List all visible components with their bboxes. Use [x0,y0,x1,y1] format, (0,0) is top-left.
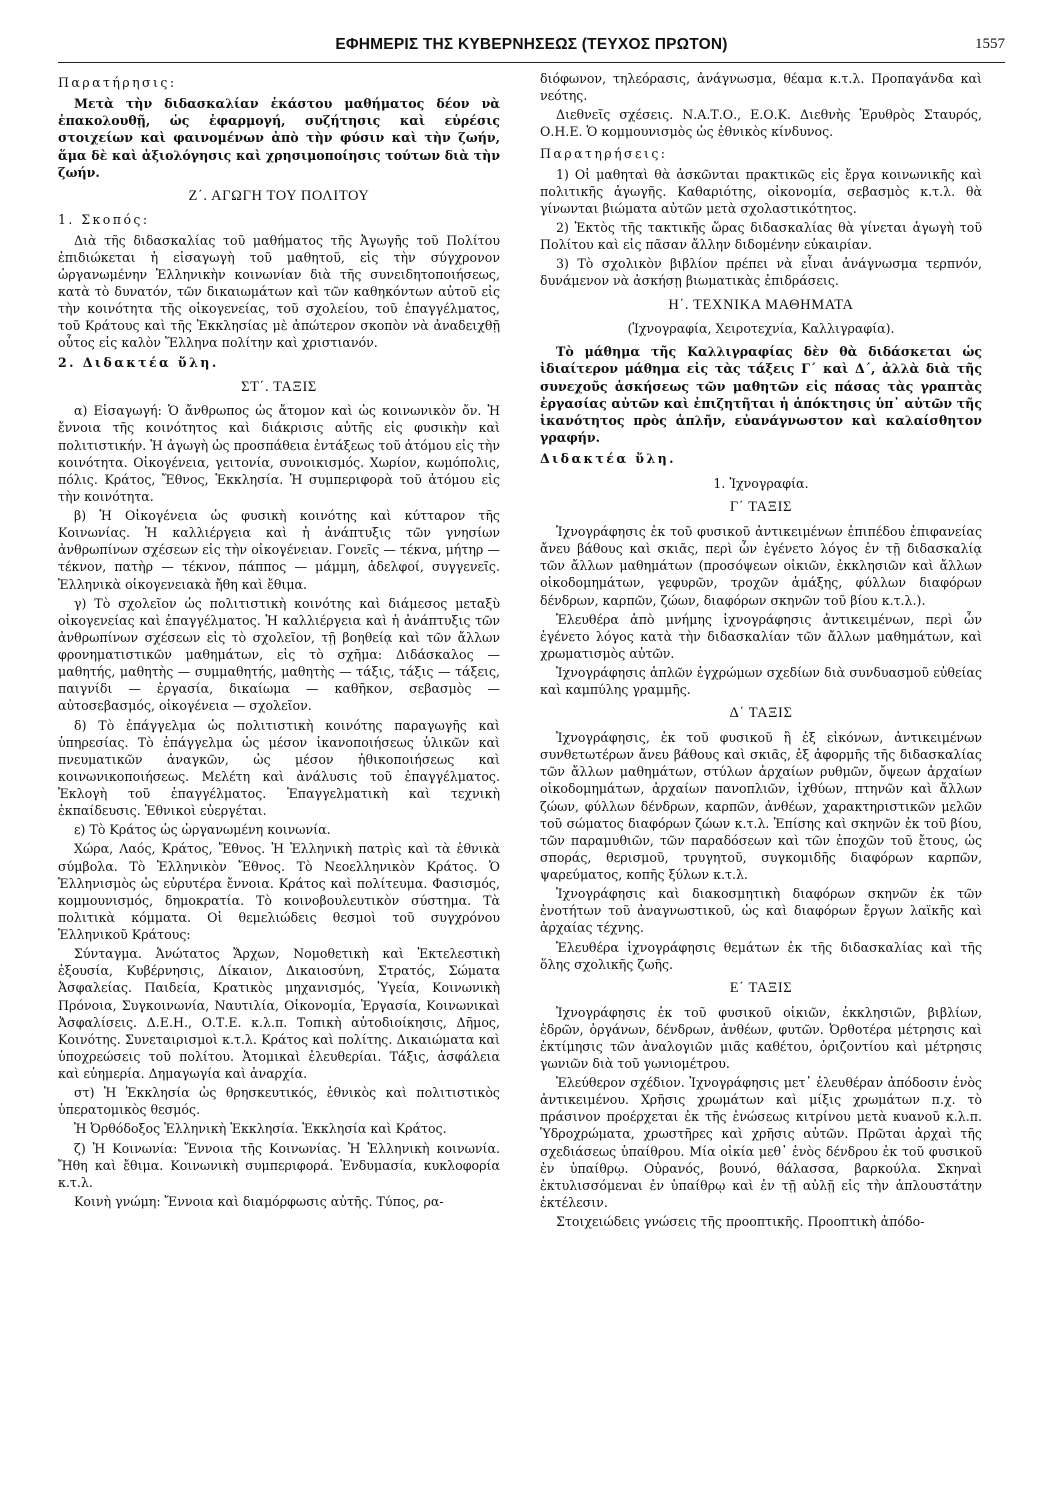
class-d-heading: Δ΄ ΤΑΞΙΣ [729,705,793,722]
item-b-family: β) Ἡ Οἰκογένεια ὡς φυσικὴ κοινότης καὶ κύτταρον τῆς Κοινωνίας. Ἡ καλλιέργεια καὶ ἡ ἀνάπτυξις τῶν γνησίων ἀνθρωπίνων σχέσεων εἰς τὴν οἰκογένειαν. Γονεῖς — τέκνα, μήτηρ — τέκνον, πατὴρ — τέκνον, πάππος — μάμμη, ἀδελφοί, συγγενεῖς. Ἑλληνικὰ οἰκογενειακὰ ἤθη καὶ ἔθιμα. [58,508,500,592]
item-e-state: ε) Τὸ Κράτος ὡς ὠργανωμένη κοινωνία. [74,822,331,838]
page-header [58,34,1005,58]
class-st-heading: ΣΤ΄. ΤΑΞΙΣ [241,378,317,395]
skopos-text: Διὰ τῆς διδασκαλίας τοῦ μαθήματος τῆς Ἀγωγῆς τοῦ Πολίτου ἐπιδιώκεται ἡ εἰσαγωγὴ τοῦ μαθητοῦ, εἰς τὴν σύγχρονον ὠργανωμένην Ἑλληνικὴν κοινωνίαν διὰ τῆς συνειδητοποιήσεως, κατὰ τὸ δυνατόν, τῶν δικαιωμάτων καὶ τῶν καθηκόντων αὐτοῦ εἰς τὴν κοινότητα τῆς οἰκογενείας, τοῦ σχολείου, τοῦ ἐπαγγέλματος, τοῦ Κράτους καὶ τῆς Ἐκκλησίας μὲ ἀπώτερον σκοπὸν νὰ ἀναδειχθῇ οὗτος εἰς καλὸν Ἕλληνα πολίτην καὶ χριστιανόν. [58,232,500,351]
section-h-subtitle: (Ἰχνογραφία, Χειροτεχνία, Καλλιγραφία). [627,321,895,337]
item-st-paragraph: Ἡ Ὀρθόδοξος Ἑλληνικὴ Ἐκκλησία. Ἐκκλησία καὶ Κράτος. [74,1121,447,1137]
class-g-heading: Γ΄ ΤΑΞΙΣ [729,499,793,516]
left-column [58,70,500,1480]
class-g-paragraph-1: Ἰχνογράφησις ἐκ τοῦ φυσικοῦ ἀντικειμένων ἐπιπέδου ἐπιφανείας ἄνευ βάθους καὶ σκιᾶς, περὶ ὧν ἐγένετο λόγος ἐν τῇ διδασκαλίᾳ τῶν ἄλλων μαθημάτων (προσόψεων οἰκιῶν, ἐκκλησιῶν καὶ ἄλλων οἰκοδομημάτων, γεφυρῶν, τροχῶν ἁμάξης, φύλλων διαφόρων δένδρων, καρπῶν, ζώων, διαφόρων σκηνῶν τοῦ βίου κ.τ.λ.). [540,524,982,608]
remark-2: 2) Ἐκτὸς τῆς τακτικῆς ὥρας διδασκαλίας θὰ γίνεται ἀγωγὴ τοῦ Πολίτου καὶ εἰς πᾶσαν ἄλλην διδομένην εὐκαιρίαν. [540,220,982,253]
gazette-title: ΕΦΗΜΕΡΙΣ ΤΗΣ ΚΥΒΕΡΝΗΣΕΩΣ (ΤΕΥΧΟΣ ΠΡΩΤΟΝ) [335,36,728,53]
calligraphy-text: Τὸ μάθημα τῆς Καλλιγραφίας δὲν θὰ διδάσκεται ὡς ἰδιαίτερον μάθημα εἰς τὰς τάξεις Γ΄ καὶ Δ΄, ἀλλὰ διὰ τῆς συνεχοῦς ἀσκήσεως τῶν μαθητῶν εἰς πάσας τὰς γραπτὰς ἐργασίας αὐτῶν καὶ ἐπιζητῆται ἡ ἀπόκτησις ὑπ᾽ αὐτῶν τῆς ἱκανότητος πρὸς ἁπλῆν, εὐανάγνωστον καὶ καλαίσθητον γραφήν. [540,344,982,445]
drawing-label: 1. Ἰχνογραφία. [713,476,809,492]
remark-1: 1) Οἱ μαθηταὶ θὰ ἀσκῶνται πρακτικῶς εἰς ἔργα κοινωνικῆς καὶ πολιτικῆς ἀγωγῆς. Καθαριότης, οἰκονομία, σεβασμὸς κ.τ.λ. θὰ γίνωνται βιώματα αὐτῶν μετὰ σχολαστικότητος. [540,166,982,216]
section-z-heading: Ζ΄. ΑΓΩΓΗ ΤΟΥ ΠΟΛΙΤΟΥ [188,187,370,204]
right-column [540,70,982,1480]
remark-text: Μετὰ τὴν διδασκαλίαν ἑκάστου μαθήματος δέον νὰ ἐπακολουθῇ, ὡς ἐφαρμογή, συζήτησις καὶ εὑρέσις στοιχείων καὶ φαινομένων ἀπὸ τὴν φύσιν καὶ τὴν ζωήν, ἅμα δὲ καὶ ἀξιολόγησις καὶ χρησιμοποίησις τούτων διὰ τὴν ζωήν. [58,96,500,180]
continued-text: διόφωνον, τηλεόρασις, ἀνάγνωσμα, θέαμα κ.τ.λ. Προπαγάνδα καὶ νεότης. [540,71,982,104]
remark-label: Παρατήρησις: [58,75,177,90]
class-d-paragraph-3: Ἐλευθέρα ἰχνογράφησις θεμάτων ἐκ τῆς διδασκαλίας καὶ τῆς ὅλης σχολικῆς ζωῆς. [540,939,982,972]
skopos-label: 1. Σκοπός: [58,212,150,228]
class-g-paragraph-3: Ἰχνογράφησις ἁπλῶν ἐγχρώμων σχεδίων διὰ συνδυασμοῦ εὐθείας καὶ καμπύλης γραμμῆς. [540,665,982,698]
item-c-school: γ) Τὸ σχολεῖον ὡς πολιτιστικὴ κοινότης καὶ διάμεσος μεταξὺ οἰκογενείας καὶ ἐπαγγέλματος. Ἡ καλλιέργεια καὶ ἡ ἀνάπτυξις τῶν ἀνθρωπίνων σχέσεων εἰς τὸ σχολεῖον, τῇ βοηθείᾳ καὶ τῶν ἄλλων φρονηματιστικῶν μαθημάτων, εἰς τὸ σχῆμα: Διδάσκαλος — μαθητής, μαθητὴς — συμμαθητής, μαθητὴς — τάξις, τάξις — τάξεις, παιγνίδι — ἐργασία, δικαίωμα — καθῆκον, σεβασμὸς — αὐτοσεβασμός, οἰκογένεια — σχολεῖον. [58,595,500,714]
item-e-paragraph-2: Σύνταγμα. Ἀνώτατος Ἄρχων, Νομοθετικὴ καὶ Ἐκτελεστικὴ ἐξουσία, Κυβέρνησις, Δίκαιον, Δικαιοσύνη, Στρατός, Σώματα Ἀσφαλείας. Παιδεία, Κρατικὸς μηχανισμός, Ὑγεία, Κοινωνικὴ Πρόνοια, Συγκοινωνία, Ναυτιλία, Οἰκονομία, Ἐργασία, Κοινωνικαὶ Ἀσφαλίσεις. Δ.Ε.Η., Ο.Τ.Ε. κ.λ.π. Τοπικὴ αὐτοδιοίκησις, Δῆμος, Κοινότης. Συνεταιρισμοὶ κ.τ.λ. Κράτος καὶ πολίτης. Δικαιώματα καὶ ὑποχρεώσεις τοῦ πολίτου. Ἀτομικαὶ ἐλευθερίαι. Τάξις, ἀσφάλεια καὶ εὐημερία. Δημαγωγία καὶ ἀναρχία. [58,946,500,1082]
class-d-paragraph-1: Ἰχνογράφησις, ἐκ τοῦ φυσικοῦ ἢ ἐξ εἰκόνων, ἀντικειμένων συνθετωτέρων ἄνευ βάθους καὶ σκιᾶς, ἐξ ἀφορμῆς τῆς διδασκαλίας τῶν ἄλλων μαθημάτων, στύλων ἀρχαίων ρυθμῶν, ὄψεων ἀρχαίων οἰκοδομημάτων, ἀρχαίων πανοπλιῶν, ἰχθύων, πτηνῶν καὶ ἄλλων ζώων, φύλλων δένδρων, καρπῶν, ἀνθέων, χαρακτηριστικῶν μελῶν τοῦ σώματος διαφόρων ζώων κ.τ.λ. Ἐπίσης καὶ σκηνῶν ἐκ τοῦ βίου, τῶν παραμυθιῶν, τῶν παραδόσεων καὶ τῶν ἐποχῶν τοῦ ἔτους, ὡς σποράς, θερισμοῦ, τρυγητοῦ, συγκομιδῆς διαφόρων καρπῶν, ψαρεύματος, κοπῆς ξύλων κ.τ.λ. [540,730,982,883]
item-z-society: ζ) Ἡ Κοινωνία: Ἔννοια τῆς Κοινωνίας. Ἡ Ἑλληνικὴ κοινωνία. Ἤθη καὶ ἔθιμα. Κοινωνικὴ συμπεριφορά. Ἐνδυμασία, κυκλοφορία κ.τ.λ. [58,1140,500,1190]
section-h-heading: Η΄. ΤΕΧΝΙΚΑ ΜΑΘΗΜΑΤΑ [668,296,854,313]
item-a-introduction: α) Εἰσαγωγή: Ὁ ἄνθρωπος ὡς ἄτομον καὶ ὡς κοινωνικὸν ὄν. Ἡ ἔννοια τῆς κοινότητος καὶ διάκρισις αὐτῆς εἰς φυσικὴν καὶ πολιτιστικήν. Ἡ ἀγωγὴ ὡς προσπάθεια ἐντάξεως τοῦ ἀτόμου εἰς τὴν κοινότητα. Οἰκογένεια, γειτονία, συνοικισμός. Χωρίον, κωμόπολις, πόλις. Κράτος, Ἔθνος, Ἐκκλησία. Ἡ συμπεριφορὰ τοῦ ἀτόμου εἰς τὴν κοινότητα. [58,403,500,504]
remarks-label: Παρατηρήσεις: [540,145,668,161]
class-e-paragraph-2: Ἐλεύθερον σχέδιον. Ἰχνογράφησις μετ᾽ ἐλευθέραν ἀπόδοσιν ἑνὸς ἀντικειμένου. Χρῆσις χρωμάτων καὶ μίξις χρωμάτων π.χ. τὸ πράσινον προέρχεται ἐκ τῆς ἑνώσεως κιτρίνου μετὰ κυανοῦ κ.λ.π. Ὑδροχρώματα, χρωστῆρες καὶ χρῆσις αὐτῶν. Πρῶται ἀρχαὶ τῆς σχεδιάσεως ὑπαίθρου. Μία οἰκία μεθ᾽ ἑνὸς δένδρου ἐκ τοῦ φυσικοῦ ἐν ὑπαίθρῳ. Οὐρανός, βουνό, θάλασσα, βαρκούλα. Σκηναὶ ἐκτυλισσόμεναι ἐν ὑπαίθρῳ καὶ ἐν τῇ αὐλῇ εἰς τὴν ἁπλουστάτην ἐκτέλεσιν. [540,1075,982,1210]
item-z-paragraph: Κοινὴ γνώμη: Ἔννοια καὶ διαμόρφωσις αὐτῆς. Τύπος, ρα- [74,1193,444,1209]
class-e-paragraph-1: Ἰχνογράφησις ἐκ τοῦ φυσικοῦ οἰκιῶν, ἐκκλησιῶν, βιβλίων, ἑδρῶν, ὀργάνων, δένδρων, ἀνθέων, φυτῶν. Ὀρθοτέρα μέτρησις καὶ ἐκτίμησις τῶν ἀναλογιῶν μιᾶς καθέτου, ὁριζοντίου καὶ μέτρησις γωνιῶν διὰ τοῦ γωνιομέτρου. [540,1004,982,1071]
item-d-profession: δ) Τὸ ἐπάγγελμα ὡς πολιτιστικὴ κοινότης παραγωγῆς καὶ ὑπηρεσίας. Τὸ ἐπάγγελμα ὡς μέσον ἱκανοποιήσεως ὑλικῶν καὶ πνευματικῶν ἀναγκῶν, ὡς μέσον ἠθικοποιήσεως καὶ κοινωνικοποιήσεως. Μελέτη καὶ ἀνάλυσις τοῦ ἐπαγγέλματος. Ἐκλογὴ τοῦ ἐπαγγέλματος. Ἐπαγγελματικὴ καὶ τεχνικὴ ἐκπαίδευσις. Ἐθνικοὶ εὐεργέται. [58,717,500,819]
item-e-paragraph-1: Χώρα, Λαός, Κράτος, Ἔθνος. Ἡ Ἑλληνικὴ πατρὶς καὶ τὰ ἐθνικὰ σύμβολα. Τὸ Ἑλληνικὸν Ἔθνος. Τὸ Νεοελληνικὸν Κράτος. Ὁ Ἑλληνισμὸς ὡς εὐρυτέρα ἔννοια. Κράτος καὶ πολίτευμα. Φασισμός, κομμουνισμός, δημοκρατία. Τὸ κοινοβουλευτικὸν σύστημα. Τὰ πολιτικὰ κόμματα. Οἱ θεμελιώδεις θεσμοὶ τοῦ συγχρόνου Ἑλληνικοῦ Κράτους: [58,841,500,943]
header-rule [58,62,1005,63]
class-g-paragraph-2: Ἐλευθέρα ἀπὸ μνήμης ἰχνογράφησις ἀντικειμένων, περὶ ὧν ἐγένετο λόγος κατὰ τὴν διδασκαλίαν τῶν ἄλλων μαθημάτων, καὶ χρωματισμὸς αὐτῶν. [540,611,982,661]
international-relations-text: Διεθνεῖς σχέσεις. Ν.Α.Τ.Ο., Ε.Ο.Κ. Διεθνὴς Ἐρυθρὸς Σταυρός, Ο.Η.Ε. Ὁ κομμουνισμὸς ὡς ἐθνικὸς κίνδυνος. [540,107,982,140]
item-st-church: στ) Ἡ Ἐκκλησία ὡς θρησκευτικός, ἐθνικὸς καὶ πολιτιστικὸς ὑπερατομικὸς θεσμός. [58,1085,500,1118]
right-didaktea-label: Διδακτέα ὕλη. [540,451,676,467]
remark-3: 3) Τὸ σχολικὸν βιβλίον πρέπει νὰ εἶναι ἀνάγνωσμα τερπνόν, δυνάμενον νὰ ἀσκήσῃ βιωματικὰς ἐπιδράσεις. [540,256,982,289]
class-d-paragraph-2: Ἰχνογράφησις καὶ διακοσμητικὴ διαφόρων σκηνῶν ἐκ τῶν ἑνοτήτων τοῦ ἀναγνωστικοῦ, ὡς καὶ διαφόρων ἔργων λαϊκῆς καὶ ἀρχαίας τέχνης. [540,886,982,936]
didaktea-label: 2. Διδακτέα ὕλη. [58,355,219,371]
page-number: 1557 [975,36,1005,52]
class-e-heading: Ε΄ ΤΑΞΙΣ [729,979,793,996]
class-e-paragraph-3: Στοιχειώδεις γνώσεις τῆς προοπτικῆς. Προοπτικὴ ἀπόδο- [556,1214,925,1229]
